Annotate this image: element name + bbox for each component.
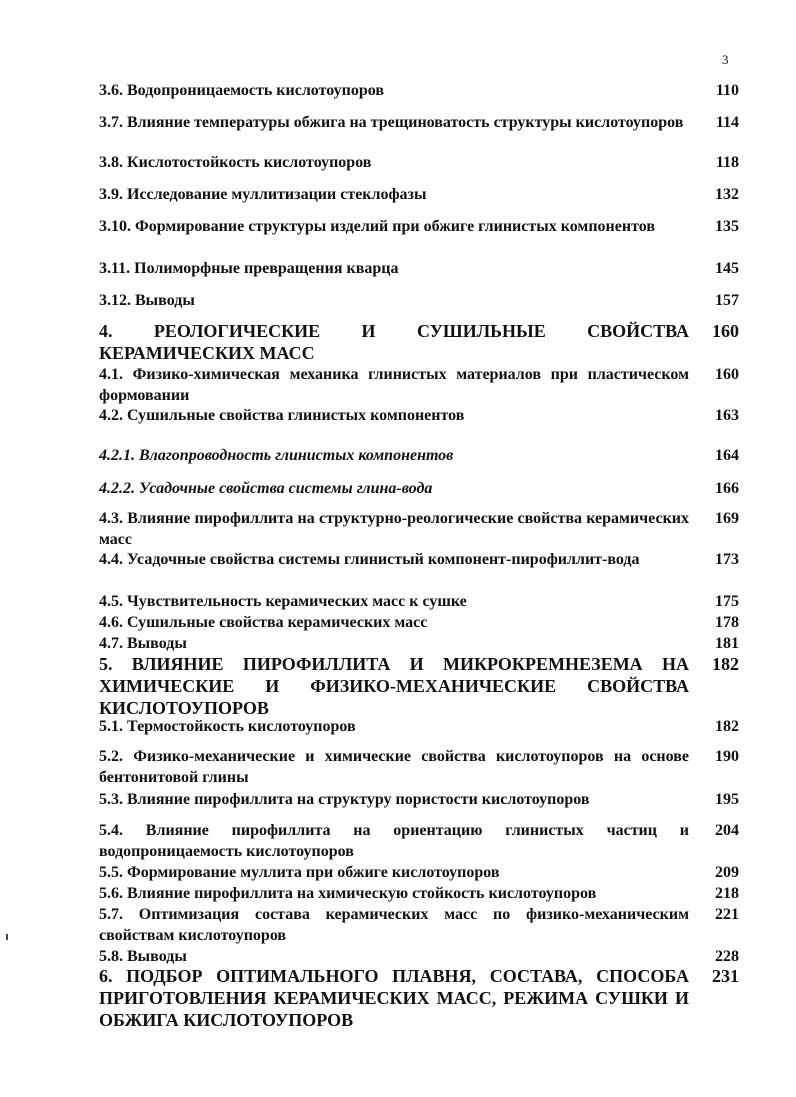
- toc-entry-4-4: [99, 549, 739, 570]
- toc-entry-5-7: [99, 904, 739, 946]
- toc-page-number: 181: [715, 635, 739, 652]
- toc-entry-4-1: [99, 364, 739, 406]
- toc-title: 5.4. Влияние пирофиллита на ориентацию глинистых частиц и водопроницаемость кислотоупоров: [99, 822, 689, 860]
- toc-entry-4-2-2: [99, 478, 739, 499]
- toc-entry-4-2: [99, 405, 739, 426]
- toc-entry-5-5: [99, 862, 739, 883]
- toc-title: 5. ВЛИЯНИЕ ПИРОФИЛЛИТА И МИКРОКРЕМНЕЗЕМА НА ХИМИЧЕСКИЕ И ФИЗИКО-МЕХАНИЧЕСКИЕ СВОЙСТВА КИСЛОТОУПОРОВ: [99, 654, 689, 718]
- toc-page-number: 182: [712, 654, 739, 674]
- toc-entry-3-7: [99, 112, 739, 133]
- toc-page-number: 160: [712, 321, 739, 341]
- toc-page-number: 190: [715, 748, 739, 765]
- toc-entry-3-9: [99, 184, 739, 205]
- toc-title: 3.9. Исследование муллитизации стеклофазы: [99, 186, 427, 203]
- toc-page-number: 178: [715, 614, 739, 631]
- toc-title: 4.2.1. Влагопроводность глинистых компонентов: [99, 447, 454, 464]
- toc-title: 3.7. Влияние температуры обжига на трещиноватость структуры кислотоупоров: [99, 114, 684, 131]
- toc-title: 3.8. Кислотостойкость кислотоупоров: [99, 154, 372, 171]
- toc-page-number: 231: [712, 966, 739, 986]
- toc-entry-4-2-1: [99, 445, 739, 466]
- toc-entry-5-1: [99, 716, 739, 737]
- toc-title: 4.4. Усадочные свойства системы глинистый компонент-пирофиллит-вода: [99, 551, 640, 568]
- toc-entry-3-12: [99, 290, 739, 311]
- toc-title: 5.2. Физико-механические и химические свойства кислотоупоров на основе бентонитовой глины: [99, 748, 689, 786]
- toc-page-number: 132: [715, 186, 739, 203]
- toc-page-number: 166: [715, 480, 739, 497]
- toc-page-number: 160: [715, 366, 739, 383]
- toc-page-number: 157: [715, 292, 739, 309]
- toc-title: 5.8. Выводы: [99, 948, 187, 965]
- toc-page-number: 163: [715, 407, 739, 424]
- toc-page-number: 228: [715, 948, 739, 965]
- toc-title: 3.12. Выводы: [99, 292, 195, 309]
- toc-entry-3-11: [99, 258, 739, 279]
- toc-title: 4.1. Физико-химическая механика глинистых материалов при пластическом формовании: [99, 366, 689, 404]
- toc-entry-3-6: [99, 80, 739, 101]
- toc-page-number: 164: [715, 447, 739, 464]
- toc-title: 4.6. Сушильные свойства керамических масс: [99, 614, 428, 631]
- toc-entry-4-5: [99, 591, 739, 612]
- toc-page-number: 173: [715, 551, 739, 568]
- toc-page-number: 182: [715, 718, 739, 735]
- toc-title: 4.2.2. Усадочные свойства системы глина-вода: [99, 480, 433, 497]
- toc-entry-5-2: [99, 746, 739, 788]
- toc-title: 5.1. Термостойкость кислотоупоров: [99, 718, 356, 735]
- toc-title: 5.3. Влияние пирофиллита на структуру пористости кислотоупоров: [99, 791, 590, 808]
- toc-page-number: 209: [715, 864, 739, 881]
- toc-page-number: 114: [715, 114, 739, 131]
- toc-entry-4-3: [99, 508, 739, 550]
- toc-title: 3.10. Формирование структуры изделий при обжиге глинистых компонентов: [99, 218, 655, 235]
- toc-entry-5-6: [99, 883, 739, 904]
- toc-page-number: 110: [715, 82, 739, 99]
- toc-entry-chapter-6: [99, 965, 739, 1031]
- page-number: 3: [722, 52, 729, 67]
- toc-title: 3.11. Полиморфные превращения кварца: [99, 260, 399, 277]
- toc-entry-5-4: [99, 820, 739, 862]
- toc-entry-chapter-5: [99, 653, 739, 719]
- toc-title: 4.3. Влияние пирофиллита на структурно-реологические свойства керамических масс: [99, 510, 689, 548]
- toc-title: 5.6. Влияние пирофиллита на химическую стойкость кислотоупоров: [99, 885, 597, 902]
- toc-page-number: 135: [715, 218, 739, 235]
- toc-page-number: 204: [715, 822, 739, 839]
- toc-entry-chapter-4: [99, 320, 739, 364]
- scan-mark: [6, 934, 8, 940]
- toc-entry-5-3: [99, 789, 739, 810]
- toc-title: 3.6. Водопроницаемость кислотоупоров: [99, 82, 384, 99]
- toc-entry-3-8: [99, 152, 739, 173]
- toc-title: 4.5. Чувствительность керамических масс к сушке: [99, 593, 467, 610]
- toc-entry-3-10: [99, 216, 739, 237]
- toc-page-number: 145: [715, 260, 739, 277]
- toc-page-number: 169: [715, 510, 739, 527]
- toc-title: 5.5. Формирование муллита при обжиге кислотоупоров: [99, 864, 500, 881]
- toc-page-number: 118: [715, 154, 739, 171]
- toc-page-number: 218: [715, 885, 739, 902]
- toc-title: 5.7. Оптимизация состава керамических масс по физико-механическим свойствам кислотоупоров: [99, 906, 689, 944]
- toc-title: 4. РЕОЛОГИЧЕСКИЕ И СУШИЛЬНЫЕ СВОЙСТВА КЕРАМИЧЕСКИХ МАСС: [99, 321, 689, 363]
- toc-title: 6. ПОДБОР ОПТИМАЛЬНОГО ПЛАВНЯ, СОСТАВА, СПОСОБА ПРИГОТОВЛЕНИЯ КЕРАМИЧЕСКИХ МАСС, РЕЖИМА СУШКИ И ОБЖИГА КИСЛОТОУПОРОВ: [99, 966, 689, 1030]
- toc-entry-4-7: [99, 633, 739, 654]
- toc-page-number: 195: [715, 791, 739, 808]
- toc-entry-4-6: [99, 612, 739, 633]
- toc-entry-5-8: [99, 946, 739, 967]
- toc-title: 4.2. Сушильные свойства глинистых компонентов: [99, 407, 465, 424]
- toc-title: 4.7. Выводы: [99, 635, 187, 652]
- toc-page-number: 221: [715, 906, 739, 923]
- toc-page-number: 175: [715, 593, 739, 610]
